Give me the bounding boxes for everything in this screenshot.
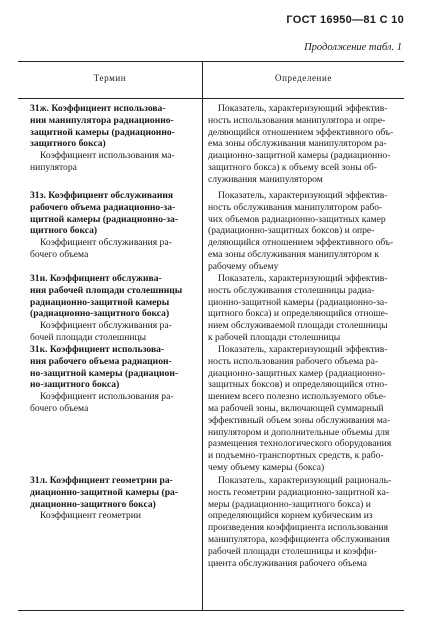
definition-line: эффективный объем зоны обслуживания ма- [208, 414, 391, 426]
term-text-line: диационно-защитного бокса) [30, 498, 156, 510]
term-cell [30, 273, 197, 344]
term-alias-line: бочей площади столешницы [30, 331, 147, 343]
term-text-line: (радиационно-защитного бокса) [30, 308, 170, 320]
definition-line: ма рабочей зоны, включающей суммарный [208, 402, 384, 414]
definition-line: ема зоны обслуживания манипулятором ра- [208, 138, 387, 150]
definition-line: нипулятором и дополнительные объемы для [208, 426, 390, 438]
term-text-line: щитного бокса) [30, 225, 98, 237]
definition-line: ность использования рабочего объема ра- [208, 355, 379, 367]
definition-line: Показатель, характеризующий эффектив- [218, 103, 388, 114]
term-text-line: ния манипулятора радиационно- [30, 114, 174, 126]
column-header-term: Термин [93, 73, 127, 83]
definition-line: к рабочей площади столешницы [208, 331, 341, 343]
definition-line: размещения технологического оборудования [208, 438, 392, 450]
definition-line: диационно-защитной камеры (радиационно- [208, 150, 391, 162]
term-alias-line: Коэффициент использования ма- [40, 150, 175, 162]
definition-line: Показатель, характеризующий эффектив- [218, 190, 388, 201]
term-text-line: защитного бокса) [30, 138, 106, 150]
definition-line: шением всего полезно используемого объе- [208, 391, 387, 403]
definition-line: ность обслуживания манипулятором рабо- [208, 201, 383, 213]
definition-line: определяющийся корнем кубическим из [208, 510, 373, 522]
term-alias-line: Коэффициент обслуживания ра- [40, 237, 172, 249]
definition-line: деляющийся отношением эффективного объ- [208, 237, 394, 249]
definition-cell [208, 344, 399, 474]
definition-line: рабочему объему [208, 260, 279, 272]
definition-line: чих объемов радиационно-защитных камер [208, 213, 386, 225]
term-cell [30, 475, 197, 522]
term-text-line: радиационно-защитной камеры [30, 296, 170, 308]
term-text-line: ния рабочей площади столешницы [30, 284, 183, 296]
term-cell [30, 103, 197, 174]
definition-line: защитного бокса) к объему всей зоны об- [208, 161, 377, 173]
definition-line: служивания манипулятором [208, 173, 323, 185]
term-alias-line: Коэффициент геометрии [40, 510, 142, 522]
term-text-line: щитной камеры (радиационно-за- [30, 213, 179, 225]
definition-line: Показатель, характеризующий эффектив- [218, 273, 388, 284]
term-alias-line: нипулятора [30, 161, 77, 173]
definition-line: защитных боксов) и определяющийся отно- [208, 379, 388, 391]
definition-cell [208, 475, 399, 569]
definition-cell [208, 103, 399, 186]
terms-table [18, 61, 404, 611]
term-text-line: 31л. Коэффициент геометрии ра- [30, 475, 173, 486]
definition-line: циента обслуживания рабочего объема [208, 557, 367, 569]
term-text-line: 31ж. Коэффициент использова- [30, 103, 166, 114]
term-alias-line: бочего объема [30, 248, 89, 260]
column-header-definition: Определение [275, 73, 332, 83]
term-text-line: но-защитной камеры (радиацион- [30, 367, 179, 379]
definition-line: произведения коэффициента использования [208, 522, 388, 534]
definition-line: ность геометрии радиационно-защитной ка- [208, 486, 390, 498]
definition-line: диационно-защитных камер (радиационно- [208, 367, 386, 379]
definition-line: ность обслуживания столешницы радиа- [208, 284, 375, 296]
definition-line: и подъемно-транспортных средств, к рабо- [208, 450, 384, 462]
definition-line: (радиационно-защитных боксов) и опре- [208, 225, 375, 237]
definition-line: Показатель, характеризующий рациональ- [218, 475, 392, 486]
definition-cell [208, 273, 399, 344]
term-text-line: диационно-защитной камеры (ра- [30, 486, 179, 498]
definition-line: ема зоны обслуживания манипулятором к [208, 248, 379, 260]
definition-line: меры (радиационно-защитного бокса) и [208, 498, 371, 510]
term-alias-line: бочего объема [30, 402, 89, 414]
term-alias-line: Коэффициент использования ра- [40, 391, 174, 403]
definition-line: манипулятора, коэффициента обслуживания [208, 533, 390, 545]
definition-line: нием обслуживаемой площади столешницы [208, 320, 388, 332]
table-continuation-note: Продолжение табл. 1 [304, 42, 402, 53]
definition-line: рабочей площади столешницы и коэффи- [208, 545, 377, 557]
definition-line: ность использования манипулятора и опре- [208, 114, 386, 126]
column-divider [202, 62, 203, 610]
term-text-line: ния рабочего объема радиацион- [30, 355, 172, 367]
term-text-line: 31з. Коэффициент обслуживания [30, 190, 174, 201]
term-text-line: рабочего объема радиационно-за- [30, 201, 176, 213]
definition-cell [208, 190, 399, 273]
definition-line: чему объему камеры (бокса) [208, 461, 325, 473]
term-text-line: но-защитного бокса) [30, 379, 120, 391]
table-header-row [18, 62, 404, 99]
term-text-line: защитной камеры (радиационно- [30, 126, 175, 138]
definition-line: Показатель, характеризующий эффектив- [218, 344, 388, 355]
definition-line: ционно-защитной камеры (радиационно-за- [208, 296, 388, 308]
term-alias-line: Коэффициент обслуживания ра- [40, 320, 172, 332]
term-cell [30, 344, 197, 415]
term-text-line: 31и. Коэффициент обслужива- [30, 273, 162, 284]
term-cell [30, 190, 197, 261]
document-code: ГОСТ 16950—81 С 10 [286, 14, 404, 26]
definition-line: щитного бокса) и определяющийся отноше- [208, 308, 389, 320]
term-text-line: 31к. Коэффициент использова- [30, 344, 165, 355]
definition-line: деляющийся отношением эффективного объ- [208, 126, 394, 138]
